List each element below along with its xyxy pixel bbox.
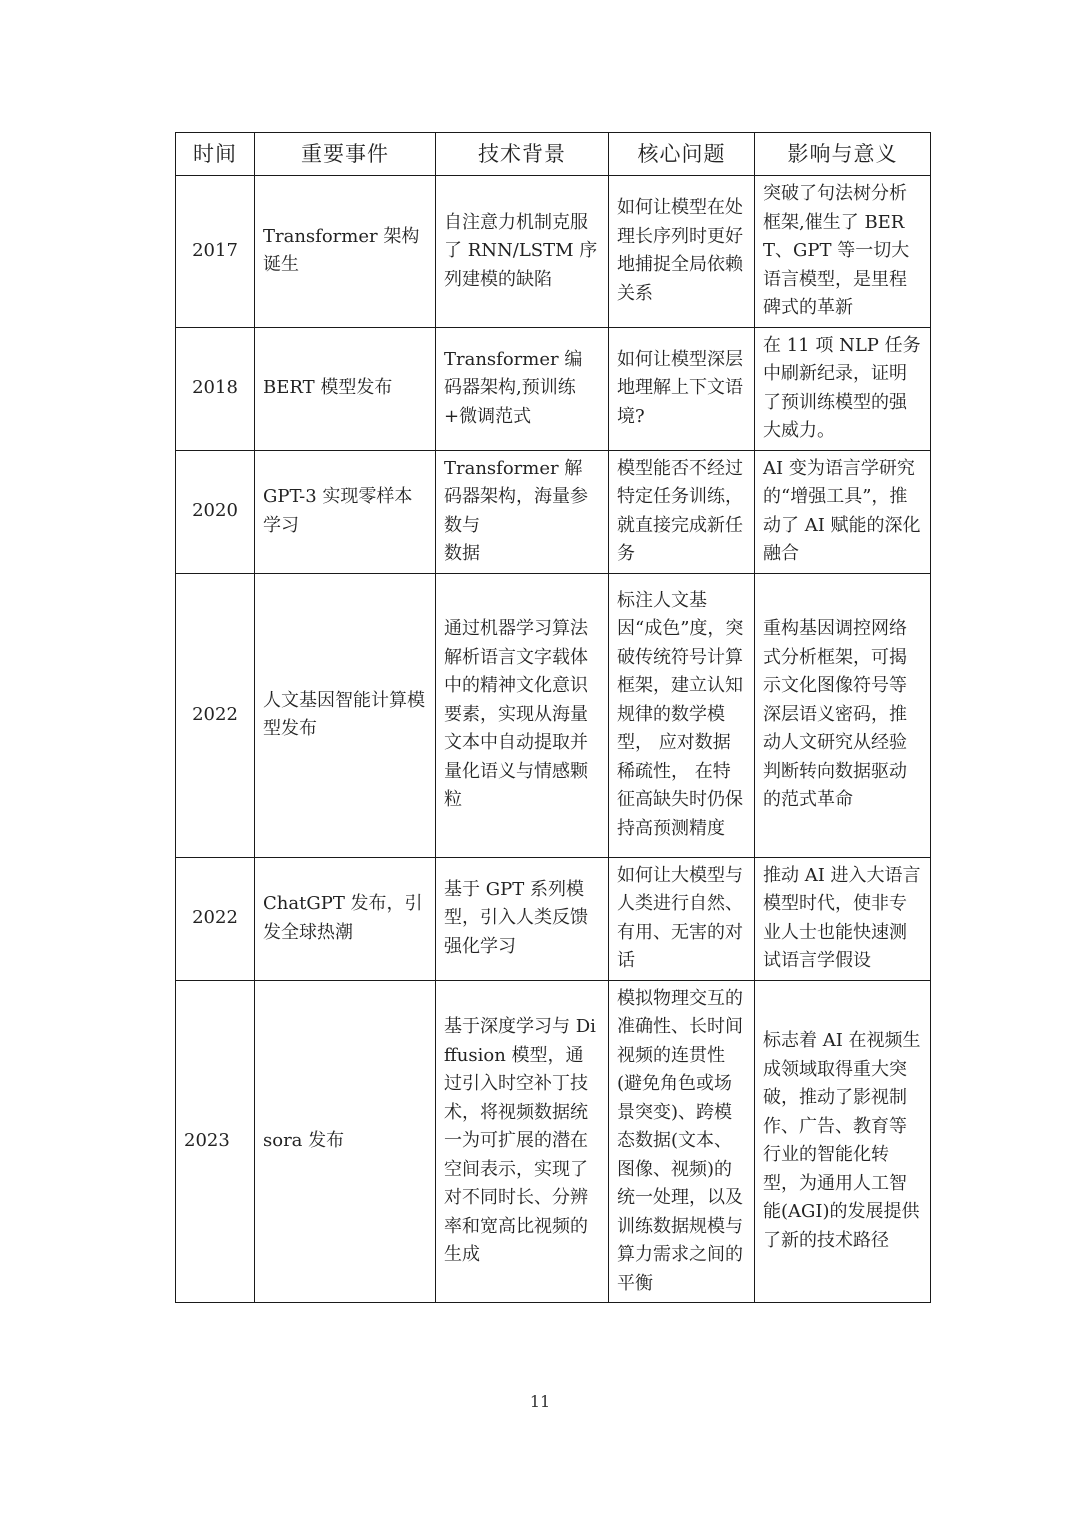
header-background: 技术背景 [436,133,609,176]
table-row [176,857,931,980]
table-row [176,327,931,450]
cell-year: 2022 [176,573,255,857]
table-header-row [176,133,931,176]
cell-background: 基于深度学习与 Diffusion 模型，通过引入时空补丁技术，将视频数据统一为可扩展的潜在空间表示，实现了对不同时长、分辨率和宽高比视频的生成 [436,980,609,1303]
cell-event: 人文基因智能计算模型发布 [255,573,436,857]
cell-impact: 突破了句法树分析框架,催生了 BERT、GPT 等一切大语言模型，是里程碑式的革新 [755,176,931,328]
cell-impact: AI 变为语言学研究的“增强工具”，推动了 AI 赋能的深化融合 [755,450,931,573]
header-event: 重要事件 [255,133,436,176]
table-row [176,980,931,1303]
cell-year: 2018 [176,327,255,450]
cell-impact: 推动 AI 进入大语言模型时代，使非专业人士也能快速测试语言学假设 [755,857,931,980]
table-row [176,573,931,857]
header-problem: 核心问题 [609,133,755,176]
header-time: 时间 [176,133,255,176]
cell-year: 2023 [176,980,255,1303]
table-row [176,176,931,328]
cell-year: 2020 [176,450,255,573]
ai-milestones-table [175,132,931,1303]
cell-background: 自注意力机制克服了 RNN/LSTM 序列建模的缺陷 [436,176,609,328]
table-row [176,450,931,573]
cell-event: Transformer 架构诞生 [255,176,436,328]
cell-impact: 标志着 AI 在视频生成领域取得重大突破，推动了影视制作、广告、教育等行业的智能化转型，为通用人工智能(AGI)的发展提供了新的技术路径 [755,980,931,1303]
cell-problem: 如何让模型深层地理解上下文语境? [609,327,755,450]
cell-background: Transformer 解码器架构，海量参数与 数据 [436,450,609,573]
header-impact: 影响与意义 [755,133,931,176]
cell-impact: 重构基因调控网络式分析框架，可揭示文化图像符号等深层语义密码，推动人文研究从经验判断转向数据驱动的范式革命 [755,573,931,857]
cell-problem: 如何让大模型与人类进行自然、有用、无害的对话 [609,857,755,980]
cell-background: Transformer 编码器架构,预训练+微调范式 [436,327,609,450]
cell-impact: 在 11 项 NLP 任务中刷新纪录，证明了预训练模型的强大威力。 [755,327,931,450]
cell-problem: 如何让模型在处理长序列时更好地捕捉全局依赖关系 [609,176,755,328]
cell-problem: 模拟物理交互的准确性、长时间视频的连贯性(避免角色或场景突变)、跨模态数据(文本、图像、视频)的统一处理，以及训练数据规模与算力需求之间的平衡 [609,980,755,1303]
cell-year: 2022 [176,857,255,980]
cell-year: 2017 [176,176,255,328]
cell-problem: 模型能否不经过特定任务训练，就直接完成新任务 [609,450,755,573]
cell-event: sora 发布 [255,980,436,1303]
cell-problem: 标注人文基因“成色”度，突破传统符号计算框架，建立认知规律的数学模型， 应对数据稀疏性， 在特征高缺失时仍保持高预测精度 [609,573,755,857]
cell-event: ChatGPT 发布，引发全球热潮 [255,857,436,980]
page-number: 11 [529,1392,551,1411]
cell-background: 通过机器学习算法解析语言文字载体中的精神文化意识要素，实现从海量文本中自动提取并量化语义与情感颗粒 [436,573,609,857]
cell-event: GPT-3 实现零样本学习 [255,450,436,573]
cell-background: 基于 GPT 系列模型，引入人类反馈强化学习 [436,857,609,980]
cell-event: BERT 模型发布 [255,327,436,450]
